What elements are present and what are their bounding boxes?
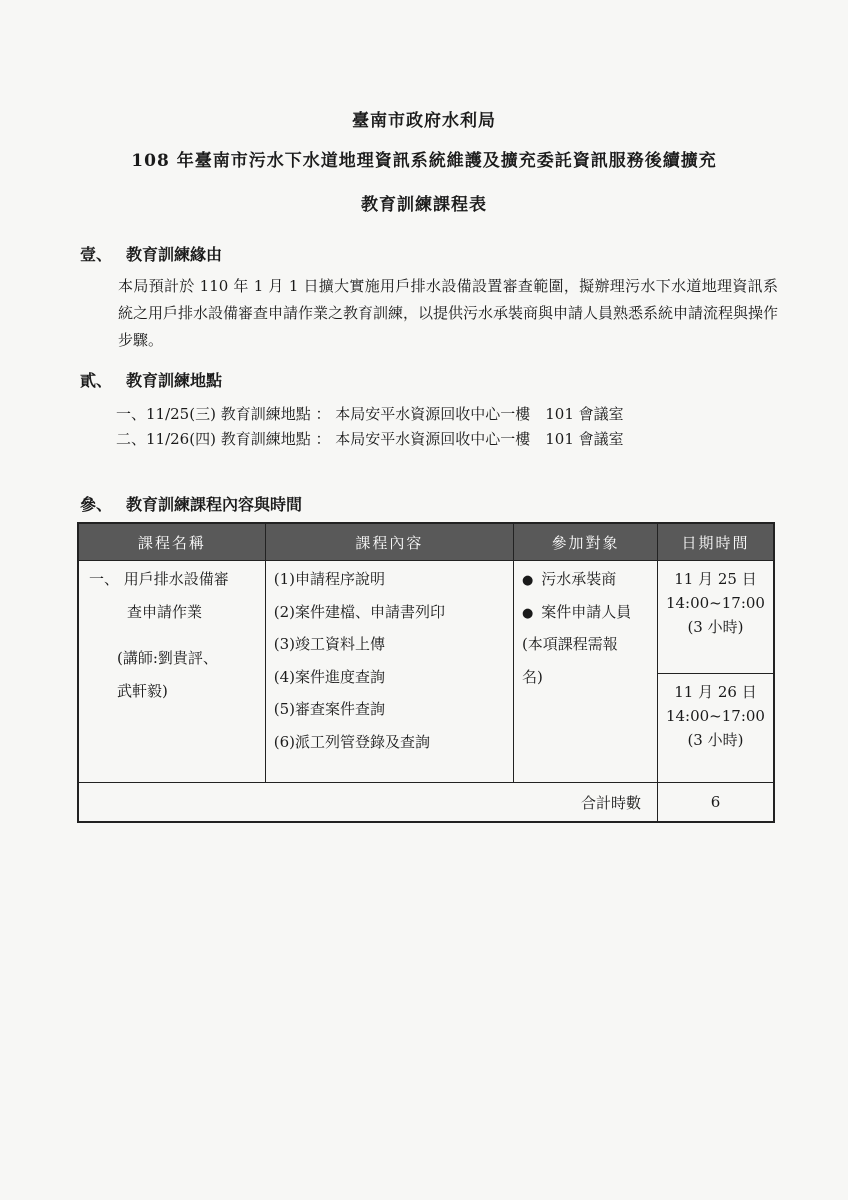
total-hours-label: 合計時數 <box>78 783 657 823</box>
content-item: (4)案件進度查詢 <box>273 667 386 686</box>
content-item: (2)案件建檔、申請書列印 <box>273 602 446 621</box>
course-name-cell <box>78 561 265 783</box>
table-total-row <box>78 783 774 823</box>
course-content-cell <box>265 561 513 783</box>
session-date: 11 月 26 日 <box>674 683 757 701</box>
section-1-number: 壹、 <box>80 245 113 264</box>
table-header-row <box>78 523 774 561</box>
content-item: (5)審查案件查詢 <box>273 700 386 718</box>
section-2-number: 貳、 <box>80 371 113 390</box>
org-title: 臺南市政府水利局 <box>352 111 496 131</box>
session-cell <box>657 561 774 674</box>
session-time: 14:00~17:00 <box>665 707 765 725</box>
session-hours: (3 小時) <box>687 731 744 749</box>
audience-item: ● 污水承裝商 <box>522 567 657 600</box>
instructor-line: 武軒毅) <box>117 681 168 700</box>
section-3-number: 參、 <box>80 495 113 514</box>
content-item: (3)竣工資料上傳 <box>273 635 386 653</box>
session-hours: (3 小時) <box>687 618 744 636</box>
header-audience: 參加對象 <box>513 523 657 561</box>
content-item: (1)申請程序說明 <box>273 570 386 588</box>
session-cell <box>657 674 774 783</box>
audience-note: 名) <box>521 667 543 686</box>
section-3-heading <box>80 492 302 515</box>
session-time: 14:00~17:00 <box>665 594 765 612</box>
content-item: (6)派工列管登錄及查詢 <box>273 732 431 751</box>
table-row <box>78 561 774 674</box>
section-1-title: 教育訓練緣由 <box>126 245 223 264</box>
course-name-line: 一、 用戶排水設備審 <box>89 570 229 588</box>
session-date: 11 月 25 日 <box>674 570 757 588</box>
section-2-heading <box>80 368 222 391</box>
audience-cell <box>513 561 657 783</box>
document-title: 教育訓練課程表 <box>361 195 487 215</box>
header-course-content: 課程內容 <box>265 523 513 561</box>
course-name-line: 查申請作業 <box>127 602 203 621</box>
section-1-heading <box>80 242 222 265</box>
section-3-title: 教育訓練課程內容與時間 <box>126 495 303 514</box>
course-table <box>77 522 775 823</box>
location-item: 一、11/25(三) 教育訓練地點 ： 本局安平水資源回收中心一樓 101 會議室 <box>116 405 624 423</box>
location-item: 二、11/26(四) 教育訓練地點 ： 本局安平水資源回收中心一樓 101 會議室 <box>116 430 624 448</box>
section-2-title: 教育訓練地點 <box>126 371 223 390</box>
instructor-line: (講師:劉貴評、 <box>117 649 218 667</box>
audience-note: (本項課程需報 <box>521 635 618 653</box>
header-datetime: 日期時間 <box>657 523 774 561</box>
audience-item: ● 案件申請人員 <box>522 600 657 633</box>
header-course-name: 課程名稱 <box>78 523 265 561</box>
project-title: 108 年臺南市污水下水道地理資訊系統維護及擴充委託資訊服務後續擴充 <box>131 151 717 171</box>
total-hours-value: 6 <box>657 783 774 823</box>
section-1-body: 本局預計於 110 年 1 月 1 日擴大實施用戶排水設備設置審查範圍，擬辦理污水下水道地理資訊系統之用戶排水設備審查申請作業之教育訓練，以提供污水承裝商與申請人員熟悉系統申請流程與操作步驟。 <box>118 277 779 349</box>
